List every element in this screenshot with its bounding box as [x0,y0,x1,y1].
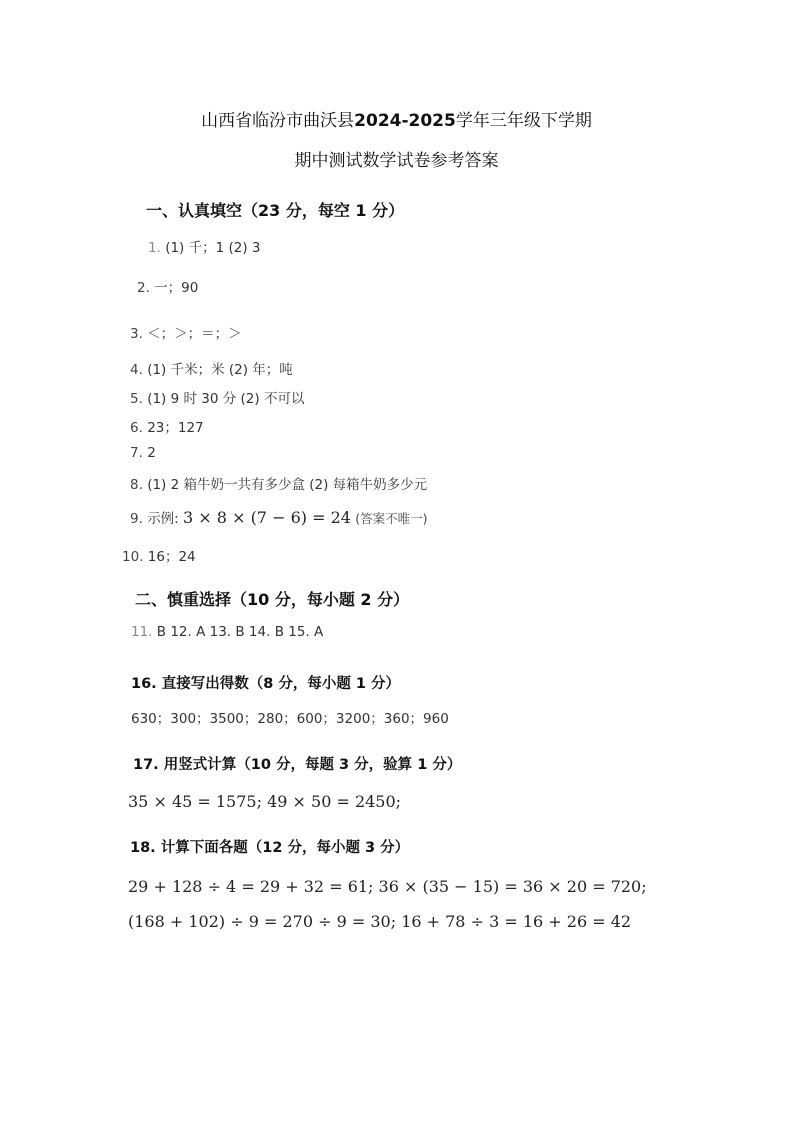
item-number: 3. [130,326,143,342]
answer-item-10 [122,545,196,565]
item-note: (答案不唯一) [355,511,428,526]
answer-item-4 [130,358,293,378]
section4-heading: 17. 用竖式计算（10 分，每题 3 分，验算 1 分） [133,757,462,773]
answer-item-16: 630；300；3500；280；600；3200；360；960 [131,711,449,727]
document-title-line1 [0,106,793,131]
item-equation: 3 × 8 × (7 − 6) = 24 [183,508,351,527]
answer-item-11-15 [131,624,323,640]
answer-item-3 [130,322,242,342]
answer-item-2 [137,276,198,296]
item-number: 6. [130,420,143,436]
item-answer: (1) 千；1 (2) 3 [165,240,261,256]
answer-item-5 [130,387,304,407]
item-number: 9. [130,511,143,527]
section2-heading: 二、慎重选择（10 分，每小题 2 分） [135,590,410,609]
item-answer: 16；24 [147,549,196,565]
section5-heading: 18. 计算下面各题（12 分，每小题 3 分） [130,840,410,856]
section3-heading: 16. 直接写出得数（8 分，每小题 1 分） [131,676,401,692]
document-title-line2: 期中测试数学试卷参考答案 [294,151,499,171]
item-number: 4. [130,362,143,378]
answer-item-6 [130,416,204,436]
item-answer: (1) 千米；米 (2) 年；吨 [147,362,293,378]
answer-item-1 [148,236,261,256]
title-year: 2024-2025 [354,111,456,131]
item-answer: 2 [147,445,156,461]
answer-item-18-line2: (168 + 102) ÷ 9 = 270 ÷ 9 = 30; 16 + 78 ÷ 3 = 16 + 26 = 42 [128,912,632,931]
item-answer: B 12. A 13. B 14. B 15. A [156,624,324,640]
answer-item-8 [130,473,427,493]
title-term: 学年三年级下学期 [455,111,592,131]
answer-item-9 [130,507,427,527]
item-number: 8. [130,477,143,493]
item-answer: 23；127 [147,420,204,436]
item-number: 5. [130,391,143,407]
item-prefix: 示例: [147,511,179,527]
item-answer: (1) 2 箱牛奶一共有多少盒 (2) 每箱牛奶多少元 [147,477,428,493]
answer-item-7 [130,445,156,461]
item-number: 10. [122,549,144,565]
section1-heading: 一、认真填空（23 分，每空 1 分） [146,201,405,220]
item-number: 7. [130,445,143,461]
answer-item-18-line1: 29 + 128 ÷ 4 = 29 + 32 = 61; 36 × (35 − 15) = 36 × 20 = 720; [128,877,647,896]
item-number: 11. [131,624,153,640]
item-number: 1. [148,240,161,256]
item-answer: ＜；＞；＝；＞ [147,326,242,342]
item-answer: 一；90 [154,280,199,296]
answer-item-17: 35 × 45 = 1575; 49 × 50 = 2450; [128,792,402,811]
title-region: 山西省临汾市曲沃县 [201,111,355,131]
item-answer: (1) 9 时 30 分 (2) 不可以 [147,391,305,407]
item-number: 2. [137,280,150,296]
